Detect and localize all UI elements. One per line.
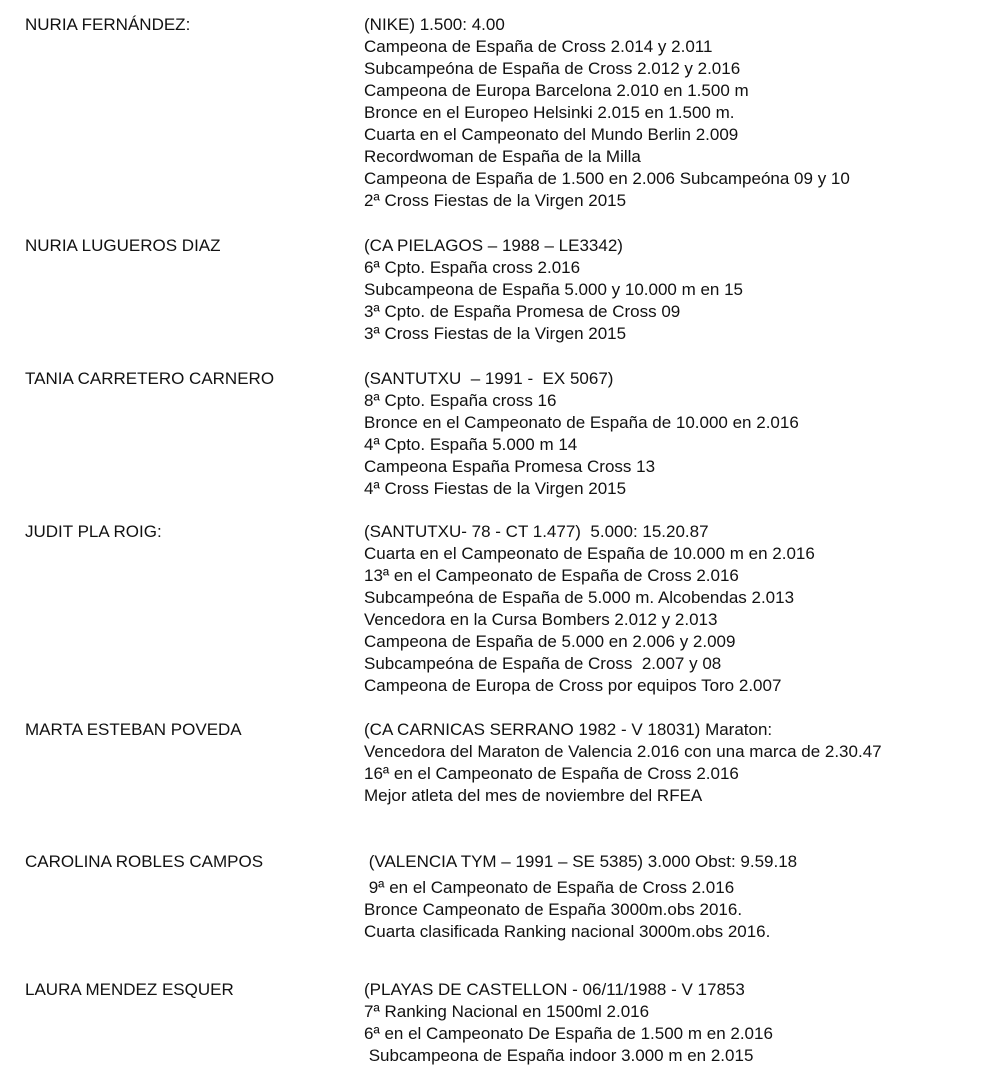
achievement-line: Subcampeona de España 5.000 y 10.000 m en 15 (364, 280, 744, 299)
achievement-line: Bronce en el Campeonato de España de 10.000 en 2.016 (364, 413, 799, 432)
achievement-line: Vencedora en la Cursa Bombers 2.012 y 2.013 (364, 610, 718, 629)
athlete-name: TANIA CARRETERO CARNERO (25, 369, 275, 388)
achievement-line: Campeona de España de Cross 2.014 y 2.011 (364, 37, 713, 56)
achievement-line: Cuarta en el Campeonato de España de 10.000 m en 2.016 (364, 544, 815, 563)
achievement-line: Cuarta en el Campeonato del Mundo Berlin 2.009 (364, 125, 739, 144)
achievement-line: Cuarta clasificada Ranking nacional 3000m.obs 2016. (364, 922, 771, 941)
achievement-line: 8ª Cpto. España cross 16 (364, 391, 557, 410)
achievement-line: 6ª Cpto. España cross 2.016 (364, 258, 581, 277)
achievement-list (364, 14, 850, 212)
achievement-line: Campeona de Europa de Cross por equipos Toro 2.007 (364, 676, 782, 695)
achievement-line: 3ª Cpto. de España Promesa de Cross 09 (364, 302, 681, 321)
achievement-line: 2ª Cross Fiestas de la Virgen 2015 (364, 191, 627, 210)
achievement-list (364, 851, 797, 943)
athlete-name: MARTA ESTEBAN POVEDA (25, 720, 242, 739)
club-info: (CA CARNICAS SERRANO 1982 - V 18031) Maraton: (364, 720, 773, 739)
achievement-line: 3ª Cross Fiestas de la Virgen 2015 (364, 324, 627, 343)
achievement-line: Recordwoman de España de la Milla (364, 147, 641, 166)
achievement-line: Subcampeóna de España de 5.000 m. Alcobendas 2.013 (364, 588, 795, 607)
achievement-list (364, 521, 815, 697)
achievement-line: 9ª en el Campeonato de España de Cross 2.016 (364, 878, 735, 897)
club-info: (SANTUTXU- 78 - CT 1.477) 5.000: 15.20.87 (364, 522, 709, 541)
achievement-list (364, 719, 882, 807)
achievement-line: Subcampeóna de España de Cross 2.012 y 2.016 (364, 59, 741, 78)
achievement-line: Campeona España Promesa Cross 13 (364, 457, 656, 476)
achievement-line: Vencedora del Maraton de Valencia 2.016 con una marca de 2.30.47 (364, 742, 882, 761)
achievement-list (364, 235, 743, 345)
club-info: (SANTUTXU – 1991 - EX 5067) (364, 369, 614, 388)
achievement-line: 4ª Cross Fiestas de la Virgen 2015 (364, 479, 627, 498)
achievement-line: 4ª Cpto. España 5.000 m 14 (364, 435, 578, 454)
achievement-line: Subcampeóna de España de Cross 2.007 y 08 (364, 654, 722, 673)
athlete-name: JUDIT PLA ROIG: (25, 522, 162, 541)
athlete-name: NURIA FERNÁNDEZ: (25, 15, 191, 34)
athlete-name: LAURA MENDEZ ESQUER (25, 980, 234, 999)
achievement-line: Campeona de Europa Barcelona 2.010 en 1.500 m (364, 81, 749, 100)
achievement-line: Mejor atleta del mes de noviembre del RFEA (364, 786, 703, 805)
athlete-name: CAROLINA ROBLES CAMPOS (25, 852, 264, 871)
club-info: (PLAYAS DE CASTELLON - 06/11/1988 - V 17853 (364, 980, 745, 999)
club-info: (CA PIELAGOS – 1988 – LE3342) (364, 236, 623, 255)
achievement-line: Subcampeona de España indoor 3.000 m en 2.015 (364, 1046, 754, 1065)
achievement-line: Campeona de España de 5.000 en 2.006 y 2.009 (364, 632, 736, 651)
club-info: (NIKE) 1.500: 4.00 (364, 15, 505, 34)
achievement-line: Bronce en el Europeo Helsinki 2.015 en 1.500 m. (364, 103, 735, 122)
achievement-line: Bronce Campeonato de España 3000m.obs 2016. (364, 900, 743, 919)
achievement-line: 13ª en el Campeonato de España de Cross 2.016 (364, 566, 739, 585)
club-info: (VALENCIA TYM – 1991 – SE 5385) 3.000 Obst: 9.59.18 (364, 852, 798, 871)
athlete-name: NURIA LUGUEROS DIAZ (25, 236, 221, 255)
achievement-list (364, 368, 799, 500)
achievement-list (364, 979, 773, 1067)
achievement-line: 7ª Ranking Nacional en 1500ml 2.016 (364, 1002, 650, 1021)
achievement-line: Campeona de España de 1.500 en 2.006 Subcampeóna 09 y 10 (364, 169, 850, 188)
achievement-line: 16ª en el Campeonato de España de Cross 2.016 (364, 764, 739, 783)
achievement-line: 6ª en el Campeonato De España de 1.500 m en 2.016 (364, 1024, 773, 1043)
